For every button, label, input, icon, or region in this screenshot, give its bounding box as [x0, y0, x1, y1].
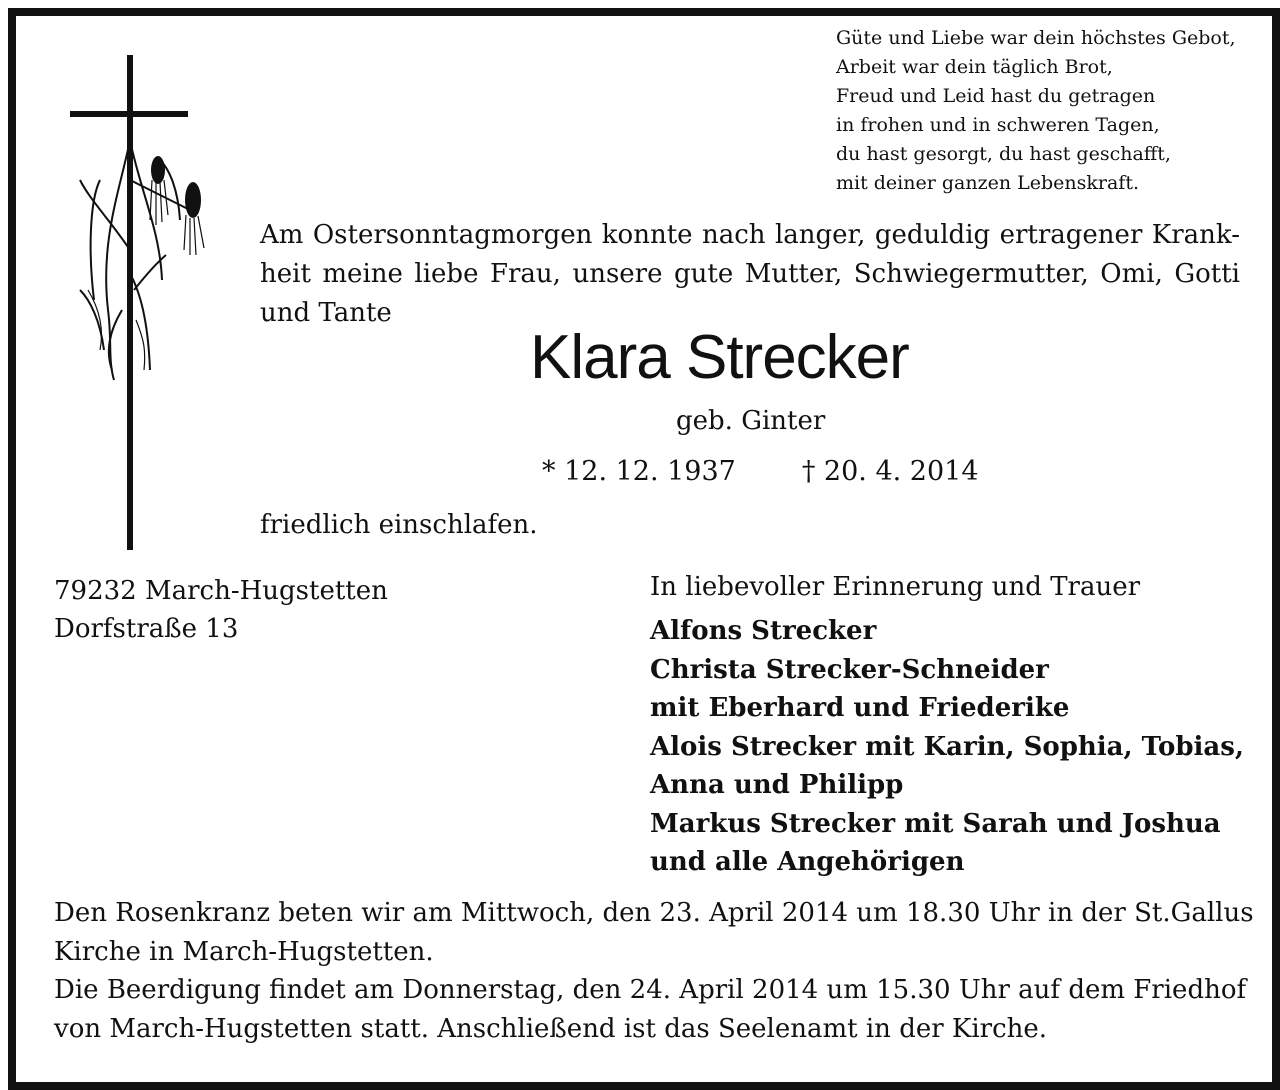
intro-text: [260, 216, 1240, 333]
family-line: Alfons Strecker: [650, 616, 877, 646]
notice-line: Die Beerdigung findet am Donnerstag, den 24. April 2014 um 15.30 Uhr auf dem Friedhof: [54, 975, 1247, 1005]
poem: [836, 24, 1236, 198]
address-line: Dorfstraße 13: [54, 614, 239, 644]
family-line: und alle Angehörigen: [650, 847, 965, 877]
born-name: geb. Ginter: [676, 406, 826, 436]
poem-line: Arbeit war dein täglich Brot,: [836, 56, 1113, 78]
address: [54, 572, 388, 648]
family-line: mit Eberhard und Friederike: [650, 693, 1070, 723]
poem-line: in frohen und in schweren Tagen,: [836, 114, 1160, 136]
poem-line: du hast gesorgt, du hast geschafft,: [836, 143, 1171, 165]
intro-line: Am Ostersonntagmorgen konnte nach langer, geduldig ertragener Krank-: [260, 220, 1240, 250]
address-line: 79232 March-Hugstetten: [54, 576, 388, 606]
family-list: [650, 612, 1244, 882]
notice-line: von March-Hugstetten statt. Anschließend ist das Seelenamt in der Kirche.: [54, 1013, 1048, 1044]
deceased-name: Klara Strecker: [530, 323, 909, 392]
birth-date: * 12. 12. 1937: [542, 456, 736, 487]
family-line: Anna und Philipp: [650, 770, 904, 800]
mourning-line: In liebevoller Erinnerung und Trauer: [650, 572, 1141, 602]
family-line: Markus Strecker mit Sarah und Joshua: [650, 808, 1221, 839]
intro-line: und Tante: [260, 298, 392, 328]
poem-line: Güte und Liebe war dein höchstes Gebot,: [836, 27, 1236, 49]
notice-line: Den Rosenkranz beten wir am Mittwoch, den 23. April 2014 um 18.30 Uhr in der St.Gallus: [54, 898, 1254, 928]
family-line: Alois Strecker mit Karin, Sophia, Tobias,: [650, 731, 1244, 762]
family-line: Christa Strecker-Schneider: [650, 654, 1049, 685]
cross-with-wheat-icon: [60, 50, 230, 555]
service-notice: [54, 894, 1254, 1048]
poem-line: Freud und Leid hast du getragen: [836, 85, 1156, 107]
poem-line: mit deiner ganzen Lebenskraft.: [836, 172, 1139, 194]
intro-line: heit meine liebe Frau, unsere gute Mutter, Schwiegermutter, Omi, Gotti: [260, 259, 1240, 289]
life-dates: [542, 456, 979, 487]
death-date: † 20. 4. 2014: [801, 456, 979, 487]
notice-line: Kirche in March-Hugstetten.: [54, 936, 434, 967]
closing-text: friedlich einschlafen.: [260, 510, 538, 540]
